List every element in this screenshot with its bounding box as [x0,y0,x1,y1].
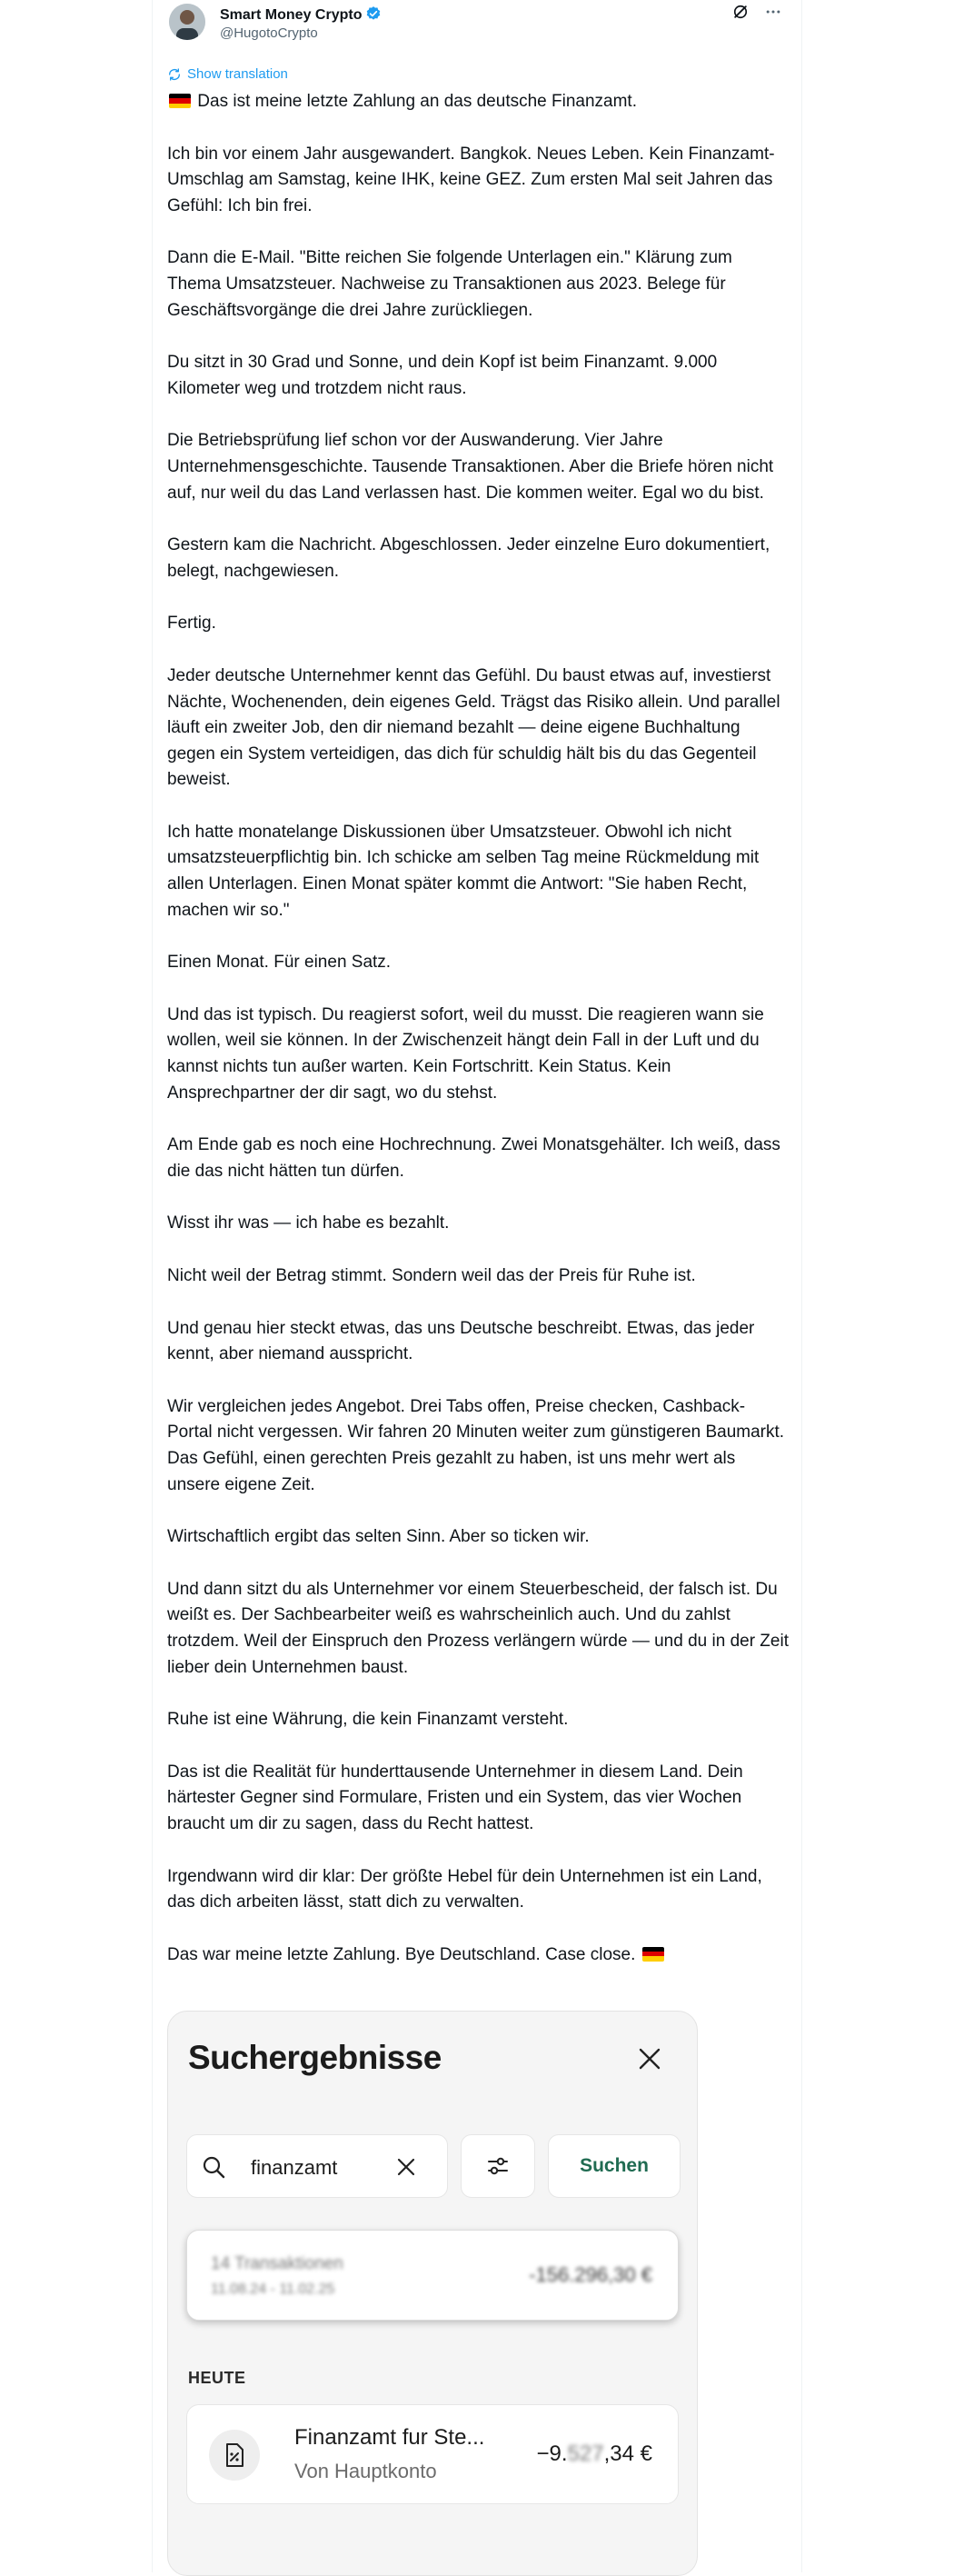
tweet-paragraph: Du sitzt in 30 Grad und Sonne, und dein Kopf ist beim Finanzamt. 9.000 Kilometer weg und trotzdem nicht raus. [167,353,718,398]
tweet-paragraph: Die Betriebsprüfung lief schon vor der Auswanderung. Vier Jahre Unternehmensgeschichte. Tausende Transaktionen. Aber die Briefe hören nicht auf, nur weil du das Land verlassen hast. Die kommen weiter. Egal wo du bist. [167,431,774,503]
germany-flag-icon [642,1947,664,1962]
tweet-header [167,0,789,55]
card-title: Suchergebnisse [188,2039,442,2076]
search-button[interactable]: Suchen [548,2134,681,2198]
tweet-paragraph: Einen Monat. Für einen Satz. [167,953,392,973]
translate-icon [167,67,182,82]
more-icon[interactable] [763,2,783,22]
tweet-paragraph: Und dann sitzt du als Unternehmer vor einem Steuerbescheid, der falsch ist. Du weißt es. Der Sachbearbeiter weiß es wahrscheinlich auch. Und du zahlst trotzdem. Weil der Einspruch den Prozess verlängern würde — und du in der Zeit lieber dein Unternehmen baust. [167,1579,789,1677]
author-handle[interactable]: @HugotoCrypto [220,25,318,41]
tweet-paragraph: Ich hatte monatelange Diskussionen über Umsatzsteuer. Obwohl ich nicht umsatzsteuerpflichtig bin. Ich schicke am selben Tag meine Rückmeldung mit allen Unterlagen. Einen Monat später kommt die Antwort: "Sie haben Recht, machen wir so." [167,822,760,920]
tweet-paragraph: Nicht weil der Betrag stimmt. Sondern weil das der Preis für Ruhe ist. [167,1266,696,1285]
show-translation-link[interactable]: Show translation [167,65,288,84]
author-name[interactable]: Smart Money Crypto [220,5,382,25]
tweet-paragraph: Ruhe ist eine Währung, die kein Finanzamt versteht. [167,1710,569,1730]
verified-badge-icon [365,5,382,22]
total-amount: -156.296,30 € [529,2263,652,2286]
tweet-paragraph: Das ist meine letzte Zahlung an das deutsche Finanzamt. [167,89,789,115]
filter-button[interactable] [461,2134,535,2198]
tweet-text [167,89,789,1994]
search-icon [202,2155,225,2183]
search-input[interactable] [186,2134,448,2198]
search-summary[interactable] [186,2230,679,2321]
timeline-column [152,0,802,2572]
clear-search-icon[interactable] [396,2157,416,2182]
attached-screenshot-card[interactable] [167,2011,698,2576]
date-range: 11.08.24 - 11.02.25 [211,2281,335,2297]
avatar[interactable] [169,4,205,40]
tweet-paragraph: Das ist die Realität für hunderttausende Unternehmer in diesem Land. Dein härtester Gegner sind Formulare, Fristen und ein System, das vier Wochen braucht um dir zu sagen, dass du Recht hattest. [167,1762,743,1833]
tweet-paragraph: Wir vergleichen jedes Angebot. Drei Tabs offen, Preise checken, Cashback-Portal nicht vergessen. Wir fahren 20 Minuten weiter zum günstigeren Baumarkt. Das Gefühl, einen gerechten Preis gezahlt zu haben, ist uns mehr wert als unsere eigene Zeit. [167,1396,785,1494]
tweet-paragraph: Jeder deutsche Unternehmer kennt das Gefühl. Du baust etwas auf, investierst Nächte, Wochenenden, dein eigenes Geld. Trägst das Risiko allein. Und parallel läuft ein zweiter Job, den dir niemand bezahlt — deine eigene Buchhaltung gegen ein System verteidigen, das dich für schuldig hält bis du das Gegenteil beweist. [167,665,780,790]
tax-icon [209,2430,260,2481]
tweet-paragraph: Und das ist typisch. Du reagierst sofort, weil du musst. Die reagieren wann sie wollen, weil sie können. In der Zwischenzeit hängt dein Fall in der Luft und du kannst nichts tun außer warten. Kein Fortschritt. Kein Status. Kein Ansprechpartner der dir sagt, wo du stehst. [167,1004,764,1103]
filter-sliders-icon [485,2153,511,2179]
transaction-amount: −9.527,34 € [536,2441,652,2466]
close-icon[interactable] [636,2045,663,2072]
tweet-paragraph: Dann die E-Mail. "Bitte reichen Sie folgende Unterlagen ein." Klärung zum Thema Umsatzsteuer. Nachweise zu Transaktionen aus 2023. Belege für Geschäftsvorgänge die drei Jahre zurückliegen. [167,248,732,320]
tweet-paragraph: Das war meine letzte Zahlung. Bye Deutschland. Case close. [167,1942,789,1969]
tweet-paragraph: Gestern kam die Nachricht. Abgeschlossen. Jeder einzelne Euro dokumentiert, belegt, nachgewiesen. [167,535,770,581]
tweet-paragraph: Wirtschaftlich ergibt das selten Sinn. Aber so ticken wir. [167,1527,590,1547]
section-label-today: HEUTE [188,2369,246,2387]
germany-flag-icon [169,94,191,108]
grok-icon[interactable] [730,2,750,22]
tweet-paragraph: Irgendwann wird dir klar: Der größte Hebel für dein Unternehmen ist ein Land, das dich arbeiten lässt, statt dich zu verwalten. [167,1866,762,1912]
tweet-paragraph: Wisst ihr was — ich habe es bezahlt. [167,1213,450,1233]
transaction-account: Von Hauptkonto [294,2460,437,2482]
transaction-row[interactable] [186,2404,679,2504]
tweet-paragraph: Und genau hier steckt etwas, das uns Deutsche beschreibt. Etwas, das jeder kennt, aber niemand ausspricht. [167,1318,755,1364]
tweet-paragraph: Fertig. [167,614,216,634]
tweet-paragraph: Ich bin vor einem Jahr ausgewandert. Bangkok. Neues Leben. Kein Finanzamt-Umschlag am Samstag, keine IHK, keine GEZ. Zum ersten Mal seit Jahren das Gefühl: Ich bin frei. [167,144,775,215]
tweet-paragraph: Am Ende gab es noch eine Hochrechnung. Zwei Monatsgehälter. Ich weiß, dass die das nicht hätten tun dürfen. [167,1135,780,1181]
transaction-name: Finanzamt fur Ste... [294,2425,485,2450]
search-value[interactable]: finanzamt [251,2156,338,2179]
transaction-count: 14 Transaktionen [211,2254,343,2273]
